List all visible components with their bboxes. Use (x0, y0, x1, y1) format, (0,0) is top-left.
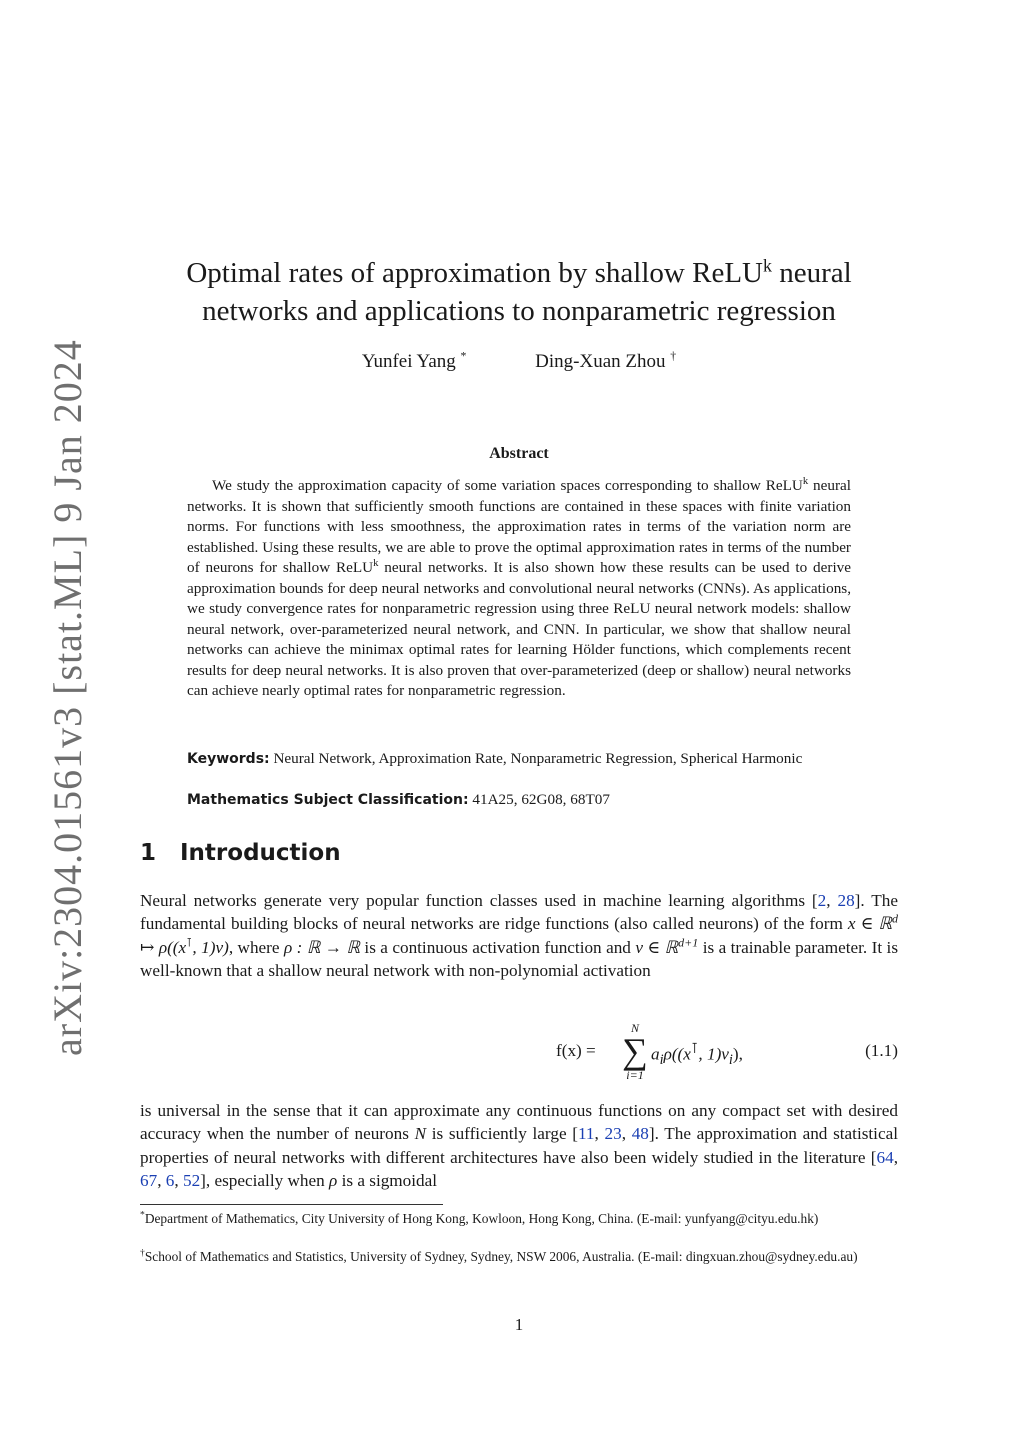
section-number: 1 (140, 840, 157, 866)
section-title: Introduction (180, 840, 341, 866)
title-line-1: Optimal rates of approximation by shallow ReLU$^k$ neural (186, 255, 852, 289)
citation-link[interactable]: 28 (837, 891, 855, 910)
citation-link[interactable]: 48 (631, 1124, 649, 1144)
citation-link[interactable]: 23 (604, 1124, 622, 1144)
citation-link[interactable]: 6 (165, 1171, 175, 1191)
keywords-text: Neural Network, Approximation Rate, Nonparametric Regression, Spherical Harmonic (269, 750, 803, 767)
abstract-text: We study the approximation capacity of some variation spaces corresponding to shallow ReLU$^k$ neural networks. It is shown that sufficiently smooth functions are contained in these spaces with finite variation norms. For functions with less smoothness, the approximation rates in terms of the variation norm are established. Using these results, we are able to prove the optimal approximation rates in terms of the number of neurons for shallow ReLU$^k$ neural networks. It is also shown how these results can be used to derive approximation bounds for deep neural networks and convolutional neural networks (CNNs). As applications, we study convergence rates for nonparametric regression using three ReLU neural network models: shallow neural network, over-parameterized neural network, and CNN. In particular, we show that shallow neural networks can achieve the minimax optimal rates for learning Hölder functions, which complements recent results for deep neural networks. It is also proven that over-parameterized (deep or shallow) neural networks can achieve nearly optimal rates for nonparametric regression. (187, 475, 851, 699)
footnote-2: †School of Mathematics and Statistics, University of Sydney, Sydney, NSW 2006, Australia. (E-mail: dingxuan.zhou@sydney.edu.au) (140, 1247, 858, 1264)
footnote-1: *Department of Mathematics, City University of Hong Kong, Kowloon, Hong Kong, China. (E-mail: yunfyang@cityu.edu.hk) (140, 1209, 819, 1226)
author-list (140, 351, 898, 373)
arxiv-identifier: arXiv:2304.01561v3 [stat.ML] 9 Jan 2024 (45, 339, 90, 1056)
citation-link[interactable]: 67 (140, 1171, 158, 1191)
page-number: 1 (514, 1315, 524, 1334)
author-1: Yunfei Yang * (361, 349, 467, 372)
summation-lower-limit: i=1 (626, 1068, 644, 1082)
equation-rhs: $a_i\rho((x^⊺$, $1)v_i$), (651, 1041, 743, 1069)
citation-link[interactable]: 2 (817, 891, 827, 910)
footnote-divider (140, 1204, 443, 1205)
author-2: Ding-Xuan Zhou † (535, 349, 677, 372)
subject-classification (187, 790, 851, 811)
summation-symbol: ∑ (622, 1031, 648, 1071)
title-line-2: networks and applications to nonparametric regression (202, 295, 836, 327)
paper-title (140, 254, 898, 330)
summation-upper-limit: N (630, 1021, 639, 1035)
citation-link[interactable]: 64 (876, 1147, 894, 1167)
msc-label: Mathematics Subject Classification: (187, 792, 469, 808)
msc-text: 41A25, 62G08, 68T07 (468, 791, 610, 808)
equation-1-1 (140, 1022, 898, 1084)
summation (620, 1022, 650, 1082)
equation-lhs: f(x) = (556, 1041, 596, 1060)
section-heading-introduction (140, 840, 341, 866)
citation-link[interactable]: 52 (182, 1171, 201, 1191)
equation-number: (1.1) (865, 1041, 898, 1060)
abstract-heading: Abstract (489, 445, 549, 462)
intro-paragraph-1: Neural networks generate very popular function classes used in machine learning algorithms [2, 28]. The fundamental building blocks of neural networks are ridge functions (also called neurons) of the form x ∈ ℝ$^d$ ↦ ρ((x⊺, 1)v), where ρ : ℝ → ℝ is a continuous activation function and v ∈ ℝ$^{d+1}$ is a trainable parameter. It is well-known that a shallow neural network with non-polynomial activation (140, 891, 899, 981)
intro-paragraph-2: is universal in the sense that it can approximate any continuous functions on any compact set with desired accuracy when the number of neurons N is sufficiently large [11, 23, 48]. The approximation and statistical properties of neural networks with different architectures have also been widely studied in the literature [64, 67, 6, 52], especially when ρ is a sigmoidal (140, 1101, 898, 1191)
citation-link[interactable]: 11 (577, 1124, 595, 1144)
keywords-label: Keywords: (187, 751, 270, 767)
keywords (187, 749, 851, 770)
